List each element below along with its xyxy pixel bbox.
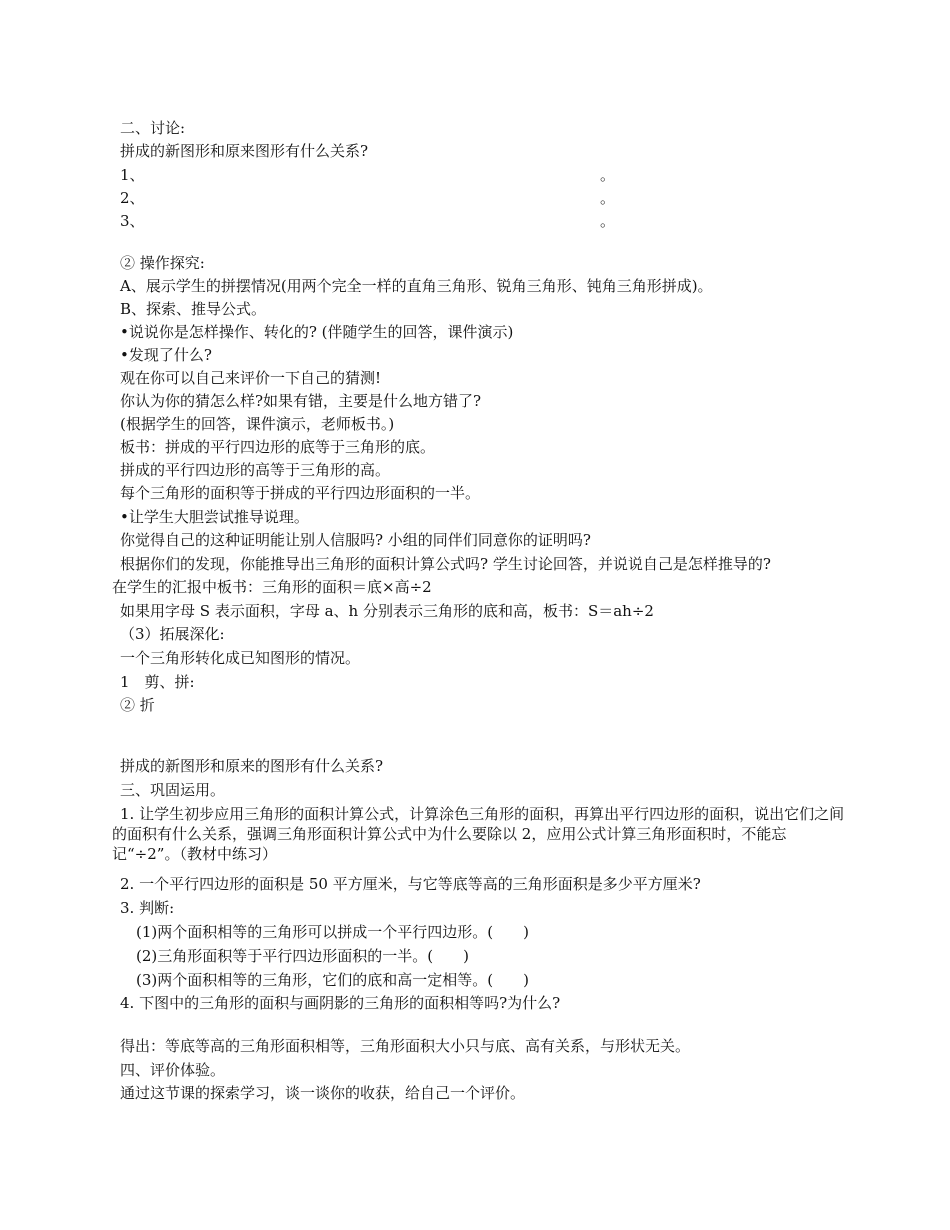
discussion-heading: 二、讨论: [120,119,186,137]
discussion-item-3: 3、 [120,212,145,230]
extend-line-2: 1 剪、拼: [120,673,195,691]
explore-line-5: 拼成的平行四边形的高等于三角形的高。 [120,461,391,479]
judge-item-2: (2)三角形面积等于平行四边形面积的一半。( ) [136,947,469,965]
explore-b: B、探索、推导公式。 [120,300,267,318]
explore-line-8b: 在学生的汇报中板书：三角形的面积＝底×高÷2 [112,578,432,596]
explore-line-7: 你觉得自己的这种证明能让别人信服吗? 小组的同伴们同意你的证明吗? [120,531,591,549]
explore-q2: •发现了什么? [120,346,212,364]
discussion-item-3-end: 。 [600,212,616,230]
explore-line-4: 板书：拼成的平行四边形的底等于三角形的底。 [120,438,436,456]
practice-item-1: 1. 让学生初步应用三角形的面积计算公式，计算涂色三角形的面积，再算出平行四边形的面积，说出它们之间的面积有什么关系，强调三角形面积计算公式中为什么要除以 2，应用公式计算三角形面积时，不能忘记“÷2”。（教材中练习） [112,805,845,863]
discussion-question: 拼成的新图形和原来图形有什么关系? [120,142,369,160]
review-heading: 四、评价体验。 [120,1061,226,1079]
practice-conclusion: 得出：等底等高的三角形面积相等，三角形面积大小只与底、高有关系，与形状无关。 [120,1037,691,1055]
explore-line-1: 观在你可以自己来评价一下自己的猜测! [120,369,382,387]
explore-q1: •说说你是怎样操作、转化的? (伴随学生的回答，课件演示) [120,323,514,341]
discussion-item-2-end: 。 [600,189,616,207]
judge-item-1: (1)两个面积相等的三角形可以拼成一个平行四边形。( ) [136,923,529,941]
explore-q3: •让学生大胆尝试推导说理。 [120,508,309,526]
explore-line-3: (根据学生的回答，课件演示，老师板书。) [120,415,395,433]
discussion-item-1: 1、 [120,166,145,184]
explore-line-8a: 根据你们的发现，你能推导出三角形的面积计算公式吗? 学生讨论回答，并说说自己是怎样推导的? [120,555,771,573]
explore-heading: ② 操作探究: [120,254,205,272]
practice-heading: 三、巩固运用。 [120,781,226,799]
judge-item-3: (3)两个面积相等的三角形，它们的底和高一定相等。( ) [136,971,529,989]
extend-line-3: ② 折 [120,696,155,714]
explore-line-6: 每个三角形的面积等于拼成的平行四边形面积的一半。 [120,484,481,502]
extend-line-4: 拼成的新图形和原来的图形有什么关系? [120,757,384,775]
explore-a: A、展示学生的拼摆情况(用两个完全一样的直角三角形、锐角三角形、钝角三角形拼成)。 [120,277,713,295]
practice-item-3: 3. 判断: [120,899,175,917]
extend-line-1: 一个三角形转化成已知图形的情况。 [120,649,361,667]
discussion-item-1-end: 。 [600,166,616,184]
explore-line-9: 如果用字母 S 表示面积，字母 a、h 分别表示三角形的底和高，板书：S＝ah÷2 [120,602,654,620]
discussion-item-2: 2、 [120,189,145,207]
review-text: 通过这节课的探索学习，谈一谈你的收获，给自己一个评价。 [120,1084,526,1102]
extend-heading: （3）拓展深化: [120,625,225,643]
practice-item-2: 2. 一个平行四边形的面积是 50 平方厘米，与它等底等高的三角形面积是多少平方厘米? [120,875,701,893]
practice-item-4: 4. 下图中的三角形的面积与画阴影的三角形的面积相等吗?为什么? [120,994,561,1012]
explore-line-2: 你认为你的猜怎么样?如果有错，主要是什么地方错了? [120,392,482,410]
